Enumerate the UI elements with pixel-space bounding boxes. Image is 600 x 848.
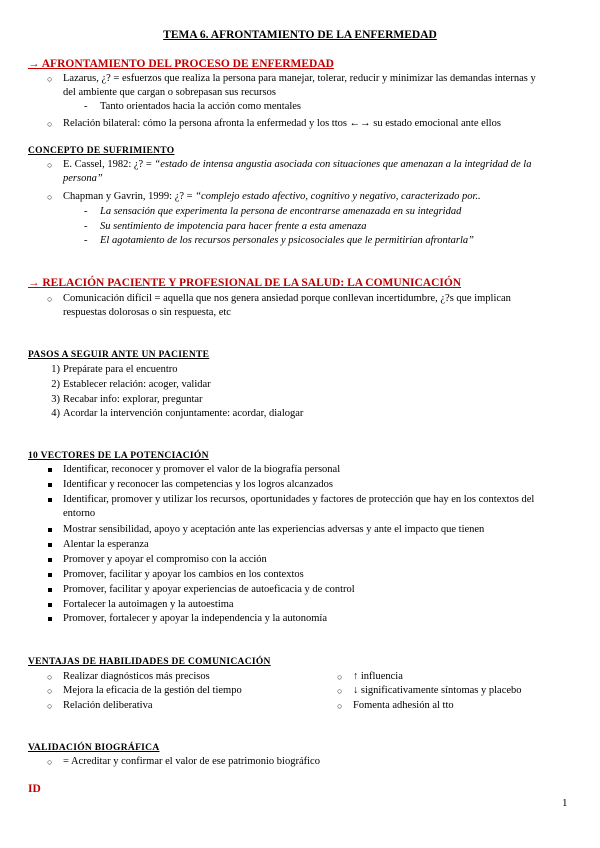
- chapman-prefix: Chapman y Gavrin, 1999: ¿? =: [63, 191, 196, 202]
- vector-item: Identificar, reconocer y promover el valor de la biografía personal: [63, 464, 341, 475]
- cassel-prefix: E. Cassel, 1982: ¿? =: [63, 159, 155, 170]
- square-bullet-icon: [48, 603, 52, 607]
- bullet-circle: ○: [47, 686, 53, 696]
- lazarus-definition-line1: Lazarus, ¿? = esfuerzos que realiza la persona para manejar, tolerar, reducir y minimizar las demandas internas y: [63, 73, 536, 84]
- relacion-bilateral: Relación bilateral: cómo la persona afronta la enfermedad y los ttos ←→ su estado emocional ante ellos: [63, 118, 501, 129]
- bullet-circle: ○: [337, 701, 343, 711]
- ventaja-right: ↓ significativamente síntomas y placebo: [353, 685, 522, 696]
- dash-marker: -: [84, 235, 88, 246]
- comunicacion-dificil-line1: Comunicación difícil = aquella que nos genera ansiedad porque conllevan incertidumbre, ¿?s que implican: [63, 293, 511, 304]
- vector-item: Identificar y reconocer las competencias y los logros alcanzados: [63, 479, 333, 490]
- bullet-circle: ○: [47, 757, 53, 767]
- subheading-vectores: 10 VECTORES DE LA POTENCIACIÓN: [28, 451, 209, 461]
- vector-item-continuation: entorno: [63, 508, 96, 519]
- square-bullet-icon: [48, 468, 52, 472]
- square-bullet-icon: [48, 543, 52, 547]
- step-item: Acordar la intervención conjuntamente: acordar, dialogar: [63, 408, 304, 419]
- vector-item: Promover y apoyar el compromiso con la acción: [63, 554, 267, 565]
- bullet-circle: ○: [47, 160, 53, 170]
- bullet-circle: ○: [337, 672, 343, 682]
- lazarus-subitem: Tanto orientados hacia la acción como mentales: [100, 101, 302, 112]
- vector-item: Promover, fortalecer y apoyar la independencia y la autonomía: [63, 613, 328, 624]
- cassel-quote: “estado de intensa angustia asociada con situaciones que amenazan a la integridad de la: [154, 159, 532, 170]
- square-bullet-icon: [48, 528, 52, 532]
- ventaja-right: ↑ influencia: [353, 671, 403, 682]
- step-number: 2): [51, 379, 60, 390]
- subheading-ventajas: VENTAJAS DE HABILIDADES DE COMUNICACIÓN: [28, 657, 271, 667]
- id-mark: ID: [28, 783, 41, 795]
- chapman-quote: “complejo estado afectivo, cognitivo y negativo, caracterizado por..: [195, 191, 481, 202]
- dash-marker: -: [84, 221, 88, 232]
- subheading-sufrimiento: CONCEPTO DE SUFRIMIENTO: [28, 146, 175, 156]
- subheading-validacion: VALIDACIÓN BIOGRÁFICA: [28, 743, 160, 753]
- dash-marker: -: [84, 101, 88, 112]
- square-bullet-icon: [48, 498, 52, 502]
- bullet-circle: ○: [47, 192, 53, 202]
- ventaja-left: Realizar diagnósticos más precisos: [63, 671, 210, 682]
- ventaja-left: Mejora la eficacia de la gestión del tiempo: [63, 685, 242, 696]
- square-bullet-icon: [48, 558, 52, 562]
- square-bullet-icon: [48, 483, 52, 487]
- chapman-subitem: El agotamiento de los recursos personales y psicosociales que le permitirían afrontarla”: [100, 235, 474, 246]
- step-number: 4): [51, 408, 60, 419]
- lazarus-definition-line2: del ambiente que cargan o sobrepasan sus recursos: [63, 87, 276, 98]
- step-item: Recabar info: explorar, preguntar: [63, 394, 203, 405]
- bullet-circle: ○: [47, 74, 53, 84]
- step-item: Prepárate para el encuentro: [63, 364, 178, 375]
- chapman-subitem: Su sentimiento de impotencia para hacer frente a esta amenaza: [100, 221, 367, 232]
- dash-marker: -: [84, 206, 88, 217]
- step-number: 1): [51, 364, 60, 375]
- square-bullet-icon: [48, 617, 52, 621]
- cassel-definition-line1: [63, 158, 531, 172]
- section-heading-comunicacion: → RELACIÓN PACIENTE Y PROFESIONAL DE LA SALUD: LA COMUNICACIÓN: [28, 277, 462, 289]
- document-title: TEMA 6. AFRONTAMIENTO DE LA ENFERMEDAD: [163, 29, 437, 41]
- square-bullet-icon: [48, 573, 52, 577]
- square-bullet-icon: [48, 588, 52, 592]
- vector-item: Mostrar sensibilidad, apoyo y aceptación ante las experiencias adversas y ante el impacto que tienen: [63, 524, 485, 535]
- bullet-circle: ○: [47, 119, 53, 129]
- vector-item: Identificar, promover y utilizar los recursos, oportunidades y factores de protección que hay en los contextos del: [63, 494, 535, 505]
- validacion-item: = Acreditar y confirmar el valor de ese patrimonio biográfico: [63, 756, 320, 767]
- ventaja-right: Fomenta adhesión al tto: [353, 700, 454, 711]
- vector-item: Promover, facilitar y apoyar los cambios en los contextos: [63, 569, 304, 580]
- vector-item: Alentar la esperanza: [63, 539, 149, 550]
- bullet-circle: ○: [47, 672, 53, 682]
- bullet-circle: ○: [47, 294, 53, 304]
- ventaja-left: Relación deliberativa: [63, 700, 153, 711]
- vector-item: Promover, facilitar y apoyar experiencias de autoeficacia y de control: [63, 584, 355, 595]
- chapman-subitem: La sensación que experimenta la persona de encontrarse amenazada en su integridad: [100, 206, 462, 217]
- chapman-definition: [63, 190, 481, 204]
- step-number: 3): [51, 394, 60, 405]
- vector-item: Fortalecer la autoimagen y la autoestima: [63, 599, 234, 610]
- subheading-pasos: PASOS A SEGUIR ANTE UN PACIENTE: [28, 350, 210, 360]
- step-item: Establecer relación: acoger, validar: [63, 379, 211, 390]
- cassel-definition-line2: persona”: [63, 173, 103, 184]
- comunicacion-dificil-line2: respuestas dolorosas o sin respuesta, etc: [63, 307, 231, 318]
- page-number: 1: [562, 797, 568, 809]
- bullet-circle: ○: [47, 701, 53, 711]
- section-heading-afrontamiento: → AFRONTAMIENTO DEL PROCESO DE ENFERMEDAD: [28, 58, 334, 70]
- bullet-circle: ○: [337, 686, 343, 696]
